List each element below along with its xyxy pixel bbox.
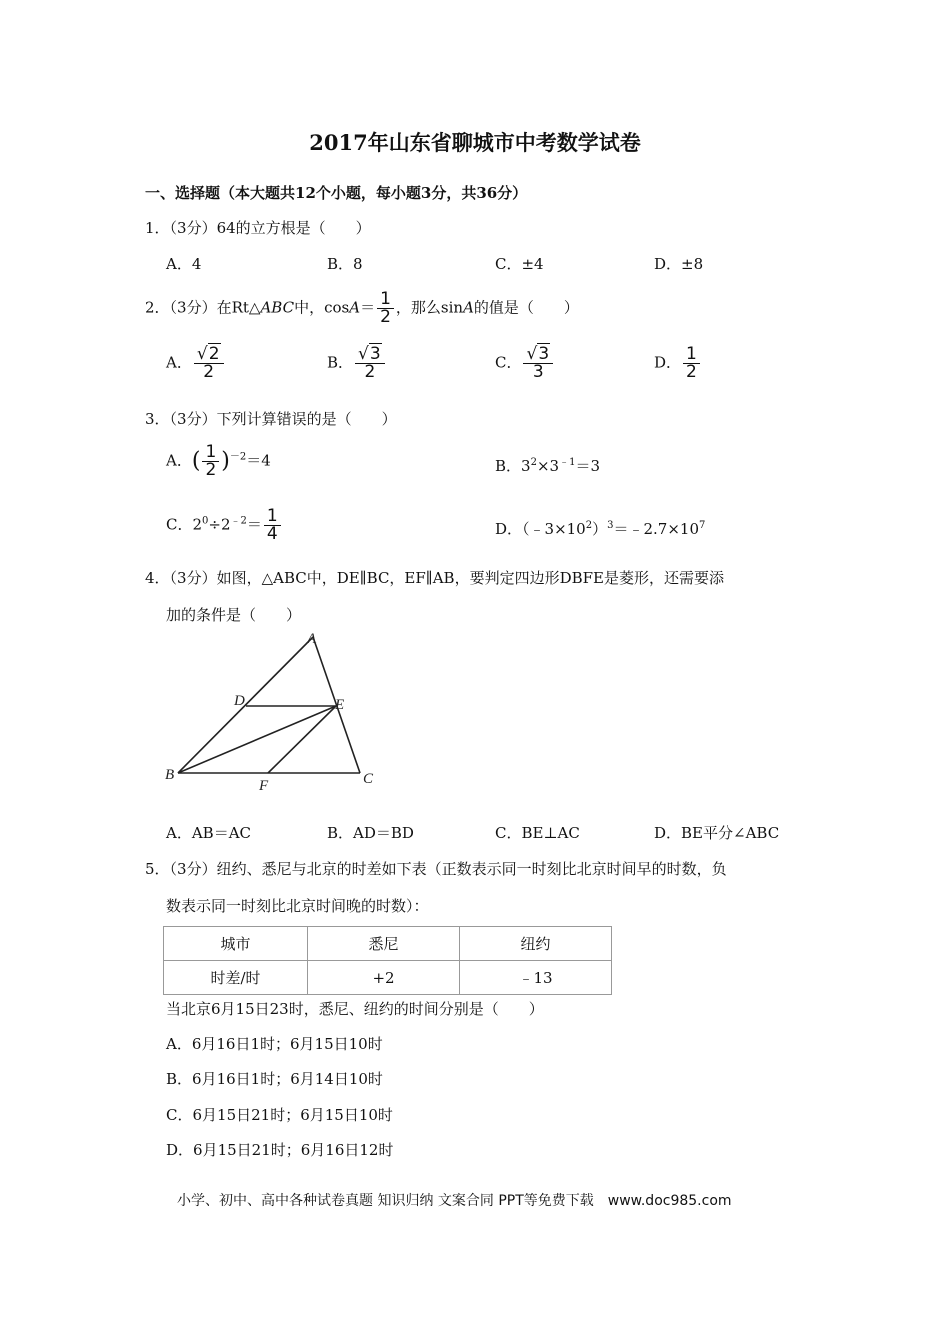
- q1-option-d: D．±8: [654, 255, 704, 273]
- radicand: 2: [208, 344, 220, 364]
- table-header-cell: 悉尼: [308, 927, 460, 961]
- segment-be: [178, 706, 336, 773]
- table-cell: ﹣13: [460, 961, 612, 995]
- time-difference-table: [163, 926, 612, 995]
- question-score: （3分）: [169, 298, 217, 317]
- figure-lines: [178, 637, 360, 773]
- expression-part: ÷2: [208, 515, 231, 534]
- question-number: 2．: [145, 298, 170, 317]
- fraction: [683, 346, 700, 381]
- q3-option-c: [166, 508, 283, 543]
- question-1: [145, 219, 371, 237]
- question-2: [145, 291, 579, 326]
- table-header-row: [164, 927, 612, 961]
- fraction-denominator: 2: [380, 307, 391, 327]
- variable-a: A: [463, 298, 474, 317]
- point-label-f: F: [259, 778, 269, 794]
- fraction-numerator: 1: [683, 346, 700, 364]
- triangle-figure: [155, 625, 395, 800]
- expression-part: ×3: [536, 457, 560, 475]
- expression-rest: ＝4: [246, 451, 271, 470]
- option-label: D．: [495, 520, 523, 538]
- equals-sign: ＝: [246, 515, 262, 534]
- exponent: ﹣1: [559, 457, 576, 468]
- table-header-cell: 纽约: [460, 927, 612, 961]
- question-stem-part: ，那么sin: [395, 298, 464, 317]
- question-4: [145, 569, 724, 587]
- fraction: [202, 444, 219, 479]
- q5-option-d: D．6月15日21时；6月16日12时: [166, 1141, 394, 1159]
- fraction-denominator: 2: [205, 460, 217, 480]
- point-label-a: A: [307, 631, 317, 647]
- question-stem-part: 中，cos: [294, 298, 350, 317]
- option-label: C．: [166, 515, 193, 534]
- question-number: 1．: [145, 219, 170, 237]
- question-score: （3分）: [169, 410, 217, 428]
- base: 3: [521, 457, 531, 475]
- expression-part: ）: [592, 520, 608, 538]
- q4-option-a: A．AB＝AC: [166, 824, 251, 842]
- fraction-denominator: 2: [203, 362, 215, 382]
- question-3: [145, 410, 397, 428]
- point-label-b: B: [165, 767, 175, 783]
- sqrt-icon: √3: [526, 344, 550, 364]
- exponent: －2: [229, 451, 247, 463]
- exponent: 7: [699, 520, 706, 531]
- fraction: [377, 291, 394, 326]
- sqrt-icon: √2: [196, 344, 220, 364]
- expression-rest: ＝3: [575, 457, 600, 475]
- question-score: （3分）: [169, 569, 217, 587]
- exponent: 2: [530, 457, 537, 468]
- page-title: 2017年山东省聊城市中考数学试卷: [309, 130, 641, 155]
- segment-ab: [178, 637, 313, 773]
- question-stem: 下列计算错误的是（ ）: [216, 410, 397, 428]
- q5-option-a: A．6月16日1时；6月15日10时: [166, 1035, 383, 1053]
- q1-option-c: C．±4: [495, 255, 544, 273]
- exponent: 2: [585, 520, 593, 531]
- table-cell: 时差/时: [164, 961, 308, 995]
- option-label: D．: [654, 353, 682, 372]
- segment-ef: [268, 706, 336, 773]
- q5-option-b: B．6月16日1时；6月14日10时: [166, 1070, 383, 1088]
- q3-option-b: [495, 457, 600, 475]
- fraction: [264, 508, 281, 543]
- equals-sign: ＝: [360, 298, 376, 317]
- point-label-d: D: [234, 693, 245, 709]
- table-cell: +2: [308, 961, 460, 995]
- fraction-denominator: 4: [266, 524, 278, 544]
- question-4-line2: 加的条件是（ ）: [166, 606, 302, 624]
- question-stem-part: 的值是（ ）: [473, 298, 579, 317]
- option-label: A．: [166, 353, 192, 372]
- fraction-numerator: 1: [202, 444, 219, 462]
- table-header-cell: 城市: [164, 927, 308, 961]
- question-number: 3．: [145, 410, 170, 428]
- q2-option-c: [495, 346, 555, 381]
- question-score: （3分）: [169, 219, 217, 237]
- fraction-denominator: 3: [532, 362, 544, 382]
- question-number: 4．: [145, 569, 170, 587]
- question-stem-part: 在Rt: [216, 298, 249, 317]
- radicand: 3: [369, 344, 381, 364]
- fraction: [523, 346, 553, 381]
- fraction-denominator: 2: [686, 362, 697, 382]
- q2-option-b: [327, 346, 387, 381]
- q4-option-d: D．BE平分∠ABC: [654, 824, 780, 842]
- exponent: 0: [202, 515, 209, 527]
- paren-right: ): [221, 448, 230, 474]
- point-label-c: C: [363, 771, 374, 787]
- question-stem: 如图，△ABC中，DE∥BC，EF∥AB，要判定四边形DBFE是菱形，还需要添: [216, 569, 724, 587]
- option-label: B．: [327, 353, 354, 372]
- q5-option-c: C．6月15日21时；6月15日10时: [166, 1106, 393, 1124]
- exponent: 3: [607, 520, 614, 531]
- base: 2: [192, 515, 203, 534]
- radicand: 3: [538, 344, 550, 364]
- q4-option-b: B．AD＝BD: [327, 824, 414, 842]
- fraction-numerator: 1: [264, 508, 281, 526]
- q3-option-d: [495, 520, 705, 538]
- fraction-denominator: 2: [364, 362, 376, 382]
- expression-part: ＝﹣2.7×10: [613, 520, 700, 538]
- q3-option-a: [166, 444, 271, 479]
- question-5: [145, 860, 727, 878]
- point-label-e: E: [335, 697, 345, 713]
- expression-part: （﹣3×10: [522, 520, 586, 538]
- question-5-line2: 数表示同一时刻比北京时间晚的时数）：: [166, 897, 429, 915]
- option-label: A．: [166, 451, 192, 470]
- fraction-numerator: 1: [377, 291, 394, 309]
- page-footer: 小学、初中、高中各种试卷真题 知识归纳 文案合同 PPT等免费下载 www.doc985.com: [177, 1193, 732, 1209]
- question-number: 5．: [145, 860, 170, 878]
- question-stem: 64的立方根是（ ）: [216, 219, 371, 237]
- question-stem: 纽约、悉尼与北京的时差如下表（正数表示同一时刻比北京时间早的时数，负: [216, 860, 727, 878]
- fraction: [355, 346, 385, 381]
- variable-a: A: [349, 298, 361, 317]
- option-label: C．: [495, 353, 522, 372]
- exponent: ﹣2: [230, 515, 247, 527]
- triangle-label: △ABC: [248, 298, 295, 317]
- question-5-prompt: 当北京6月15日23时，悉尼、纽约的时间分别是（ ）: [166, 1000, 544, 1018]
- q1-option-a: A．4: [166, 255, 202, 273]
- q1-option-b: B．8: [327, 255, 363, 273]
- question-score: （3分）: [169, 860, 217, 878]
- q4-option-c: C．BE⊥AC: [495, 824, 580, 842]
- section-heading: 一、选择题（本大题共12个小题，每小题3分，共36分）: [145, 184, 528, 202]
- table-row: [164, 961, 612, 995]
- sqrt-icon: √3: [358, 344, 381, 364]
- option-label: B．: [495, 457, 522, 475]
- q2-option-a: [166, 346, 226, 381]
- fraction: [194, 346, 224, 381]
- q2-option-d: [654, 346, 702, 381]
- paren-left: (: [191, 448, 201, 474]
